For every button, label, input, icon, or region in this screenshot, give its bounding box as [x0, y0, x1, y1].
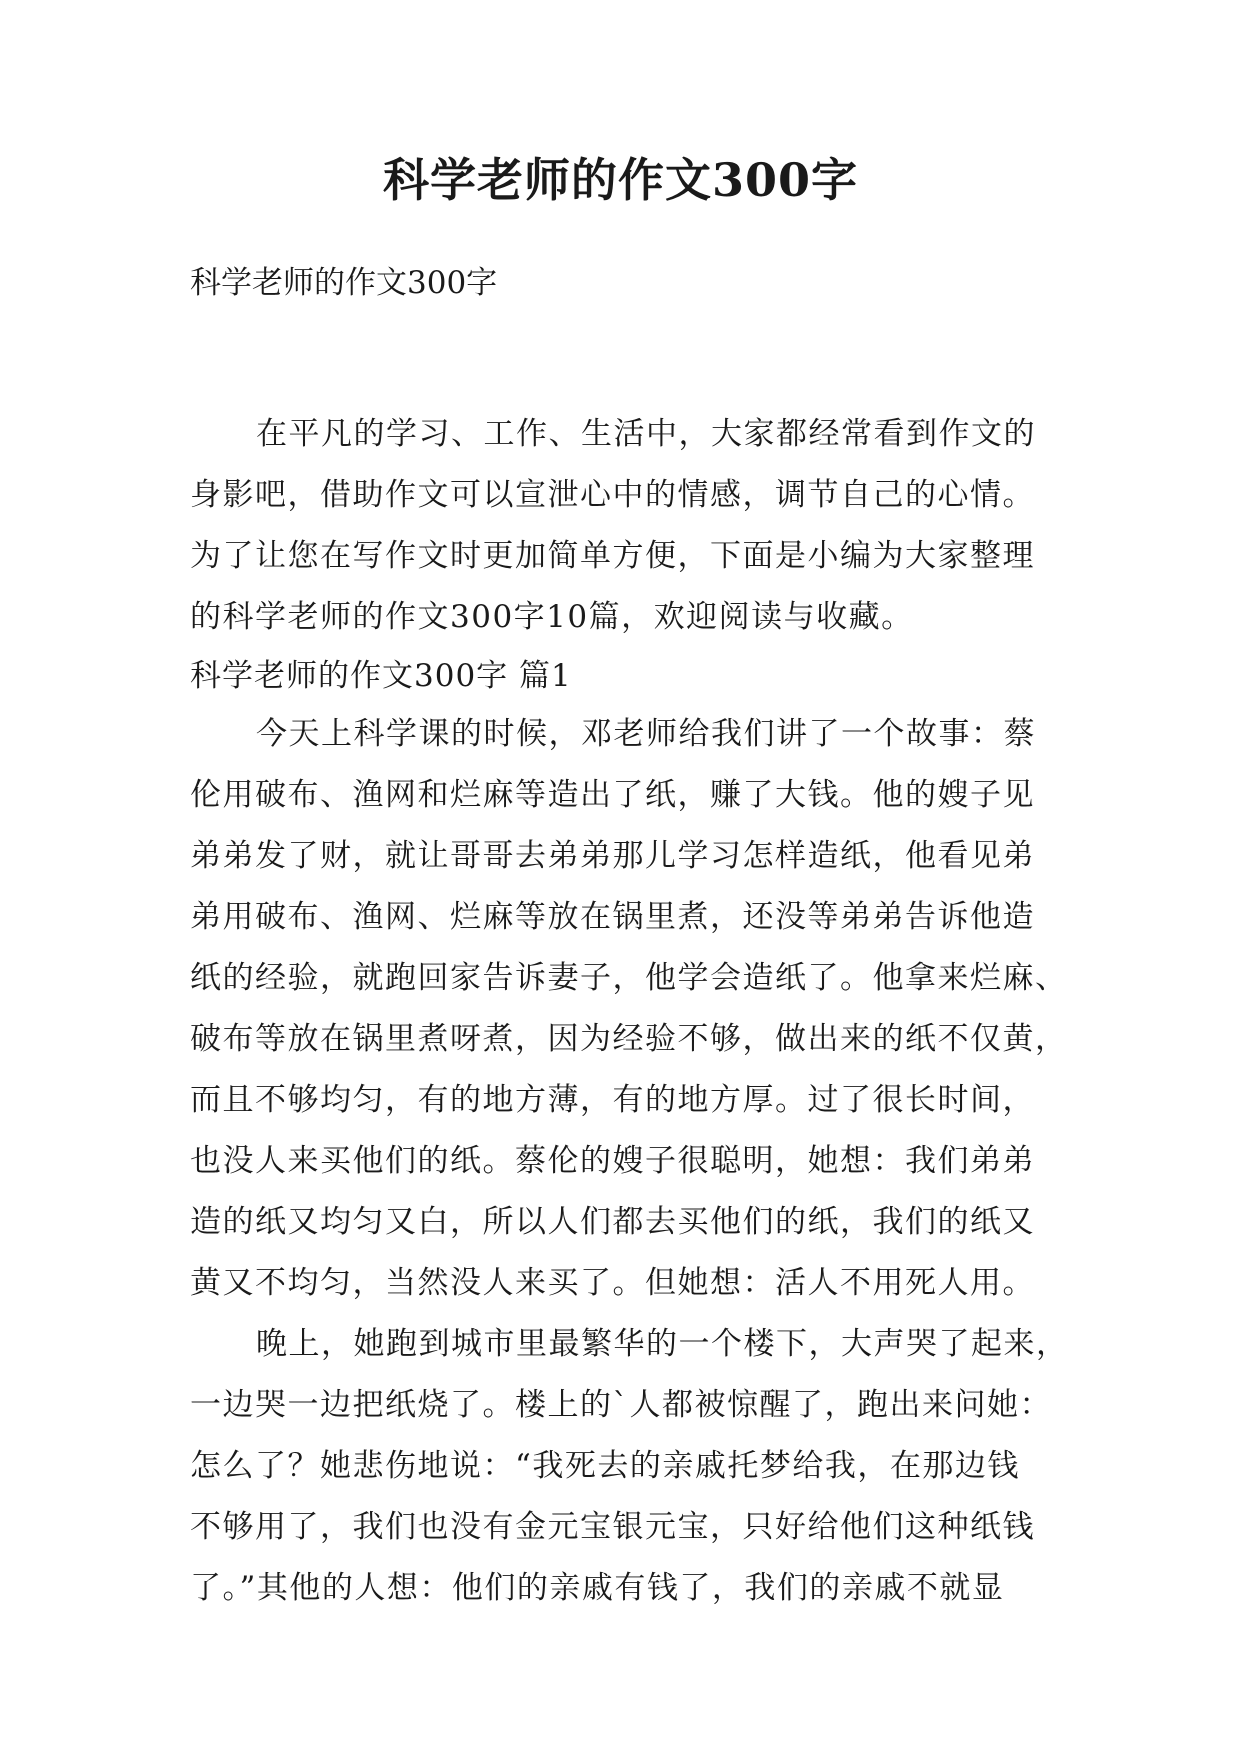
document-subtitle: 科学老师的作文300字: [190, 265, 498, 301]
paragraph-line: 破布等放在锅里煮呀煮，因为经验不够，做出来的纸不仅黄，: [190, 1021, 1068, 1057]
paragraph-line: 弟弟发了财，就让哥哥去弟弟那儿学习怎样造纸，他看见弟: [190, 838, 1035, 874]
paragraph-line: 弟用破布、渔网、烂麻等放在锅里煮，还没等弟弟告诉他造: [190, 899, 1035, 935]
paragraph-line: 伦用破布、渔网和烂麻等造出了纸，赚了大钱。他的嫂子见: [190, 777, 1035, 813]
paragraph-line: 为了让您在写作文时更加简单方便，下面是小编为大家整理: [190, 538, 1035, 574]
paragraph-line: 黄又不均匀，当然没人来买了。但她想：活人不用死人用。: [190, 1265, 1035, 1301]
paragraph-line: 也没人来买他们的纸。蔡伦的嫂子很聪明，她想：我们弟弟: [190, 1143, 1035, 1179]
paragraph-line: 的科学老师的作文300字10篇，欢迎阅读与收藏。: [190, 599, 914, 635]
document-title: 科学老师的作文300字: [382, 153, 859, 207]
paragraph-line: 一边哭一边把纸烧了。楼上的`人都被惊醒了，跑出来问她：: [190, 1387, 1052, 1423]
paragraph-line: 晚上，她跑到城市里最繁华的一个楼下，大声哭了起来，: [256, 1326, 1069, 1362]
paragraph-line: 纸的经验，就跑回家告诉妻子，他学会造纸了。他拿来烂麻、: [190, 960, 1068, 996]
section-heading: 科学老师的作文300字 篇1: [190, 658, 572, 694]
paragraph-line: 在平凡的学习、工作、生活中，大家都经常看到作文的: [256, 416, 1036, 452]
paragraph-line: 造的纸又均匀又白，所以人们都去买他们的纸，我们的纸又: [190, 1204, 1035, 1240]
paragraph-line: 怎么了？她悲伤地说：“我死去的亲戚托梦给我，在那边钱: [190, 1448, 1020, 1484]
paragraph-line: 身影吧，借助作文可以宣泄心中的情感，调节自己的心情。: [190, 477, 1035, 513]
paragraph-line: 而且不够均匀，有的地方薄，有的地方厚。过了很长时间，: [190, 1082, 1035, 1118]
paragraph-line: 不够用了，我们也没有金元宝银元宝，只好给他们这种纸钱: [190, 1509, 1035, 1545]
paragraph-line: 了。”其他的人想：他们的亲戚有钱了，我们的亲戚不就显: [190, 1570, 1005, 1606]
document-body: [190, 404, 1070, 1619]
paragraph-line: 今天上科学课的时候，邓老师给我们讲了一个故事：蔡: [256, 716, 1036, 752]
